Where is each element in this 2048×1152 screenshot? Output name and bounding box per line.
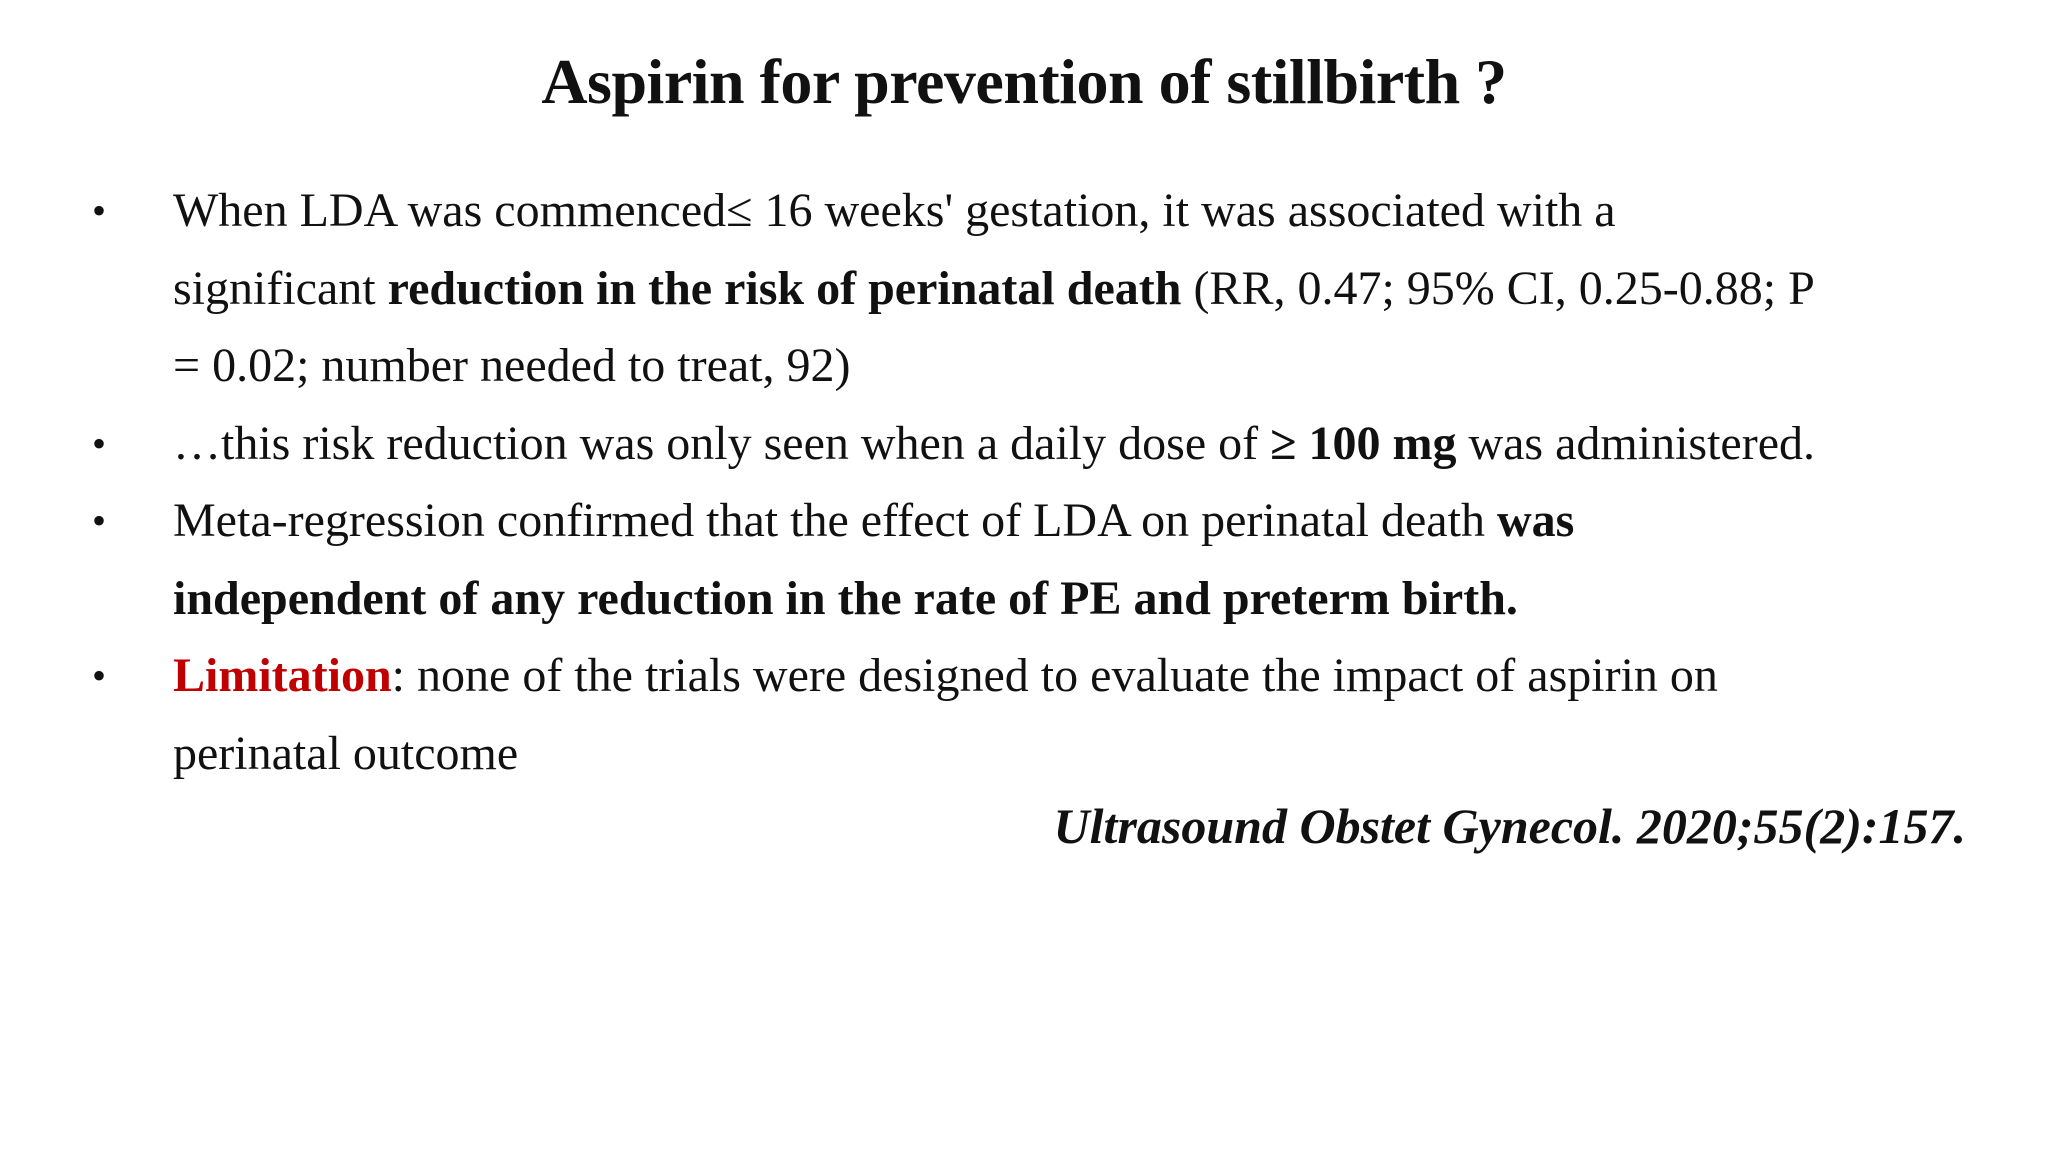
bullet-list: [0, 172, 2048, 792]
bullet-marker: •: [92, 498, 107, 543]
bullet-marker: •: [92, 188, 107, 233]
bullet-item-4: [0, 637, 1830, 792]
limitation-label: Limitation: [173, 649, 392, 702]
bullet-1-text-a: When LDA was commenced≤ 16 weeks' gestation, it was associated with a significant: [173, 184, 1616, 315]
bullet-item-2: [0, 405, 1830, 483]
bullet-item-3: [0, 482, 1830, 637]
bullet-1-emphasis: reduction in the risk of perinatal death: [387, 261, 1182, 315]
bullet-4-text-a: : none of the trials were designed to evaluate the impact of aspirin on perinatal outcome: [173, 649, 1718, 780]
bullet-marker: •: [92, 420, 107, 466]
bullet-3-emphasis: was independent of any reduction in the rate of PE and preterm birth.: [173, 494, 1575, 625]
bullet-item-1: [0, 172, 1830, 405]
bullet-1-text-b: (RR, 0.47; 95% CI, 0.25-0.88; P = 0.02; number needed to treat, 92): [173, 261, 1814, 392]
slide-title: Aspirin for prevention of stillbirth ?: [541, 46, 1507, 117]
bullet-2-text-a: …this risk reduction was only seen when a daily dose of: [173, 416, 1271, 470]
bullet-marker: •: [92, 653, 107, 698]
bullet-3-text-a: Meta-regression confirmed that the effect of LDA on perinatal death: [173, 494, 1497, 547]
bullet-2-text-b: was administered.: [1456, 416, 1816, 470]
bullet-2-emphasis: ≥ 100 mg: [1270, 416, 1457, 470]
citation: Ultrasound Obstet Gynecol. 2020;55(2):157.: [1053, 798, 1966, 854]
